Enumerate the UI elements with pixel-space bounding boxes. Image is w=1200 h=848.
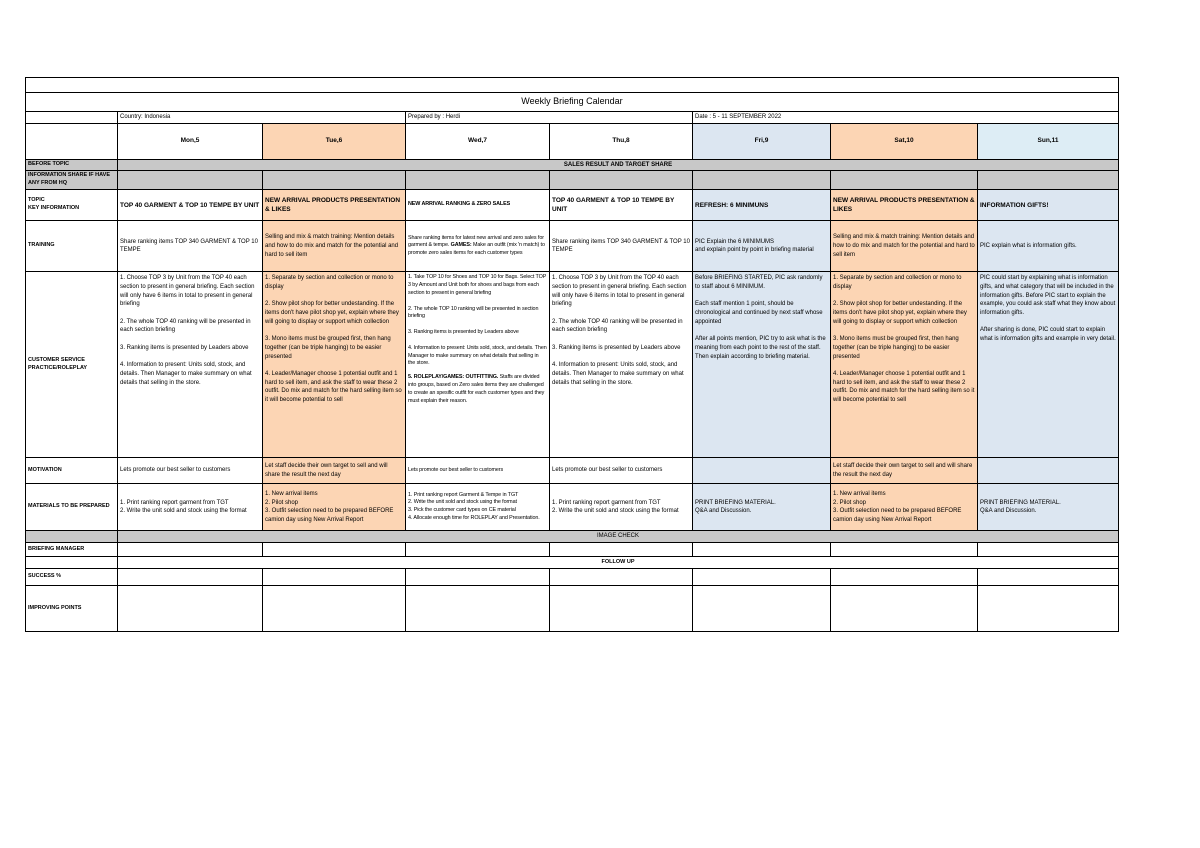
training-sat: Selling and mix & match training: Mention details and how to do mix and match for the potential and hard to sell item <box>831 221 978 272</box>
follow-up-banner: FOLLOW UP <box>118 557 1119 569</box>
day-header-sat: Sat,10 <box>831 123 978 159</box>
training-tue: Selling and mix & match training: Mention details and how to do mix and match for the potential and hard to sell item <box>263 221 406 272</box>
topic-wed: NEW ARRIVAL RANKING & ZERO SALES <box>406 190 550 221</box>
info-share-cell <box>406 171 550 190</box>
motivation-row <box>26 458 1119 484</box>
improving-cell <box>831 586 978 632</box>
image-check-spacer <box>26 531 118 543</box>
materials-tue: 1. New arrival items 2. Pilot shop 3. Outfit selection need to be prepared BEFORE camion day using New Arrival Report <box>263 484 406 531</box>
sales-result-banner: SALES RESULT AND TARGET SHARE <box>118 159 1119 171</box>
improving-cell <box>978 586 1119 632</box>
materials-thu: 1. Print ranking report garment from TGT 2. Write the unit sold and stock using the format <box>550 484 693 531</box>
customer-service-fri: Before BRIEFING STARTED, PIC ask randomly to staff about 6 MINIMUM. Each staff mention 1 point, should be chronological and continued by next staff whose appointed After all points mention, PIC try to ask what is the meaning from each point to the rest of the staff. Then explain according to briefing material. <box>693 272 831 458</box>
briefing-manager-cell <box>118 543 263 557</box>
training-mon: Share ranking items TOP 340 GARMENT & TOP 10 TEMPE <box>118 221 263 272</box>
row-label-briefing-manager: BRIEFING MANAGER <box>26 543 118 557</box>
briefing-manager-cell <box>693 543 831 557</box>
motivation-wed: Lets promote our best seller to customers <box>406 458 550 484</box>
success-cell <box>693 569 831 586</box>
topic-tue: NEW ARRIVAL PRODUCTS PRESENTATION & LIKES <box>263 190 406 221</box>
customer-service-thu: 1. Choose TOP 3 by Unit from the TOP 40 each section to present in general briefing. Each section will only have 6 items in total to present in general briefing 2. The whole TOP 40 ranking will be presented in each section briefing 3. Ranking items is presented by Leaders above 4. Information to present: Units sold, stock, and details. Then Manager to make summary on what details that selling in the store. <box>550 272 693 458</box>
row-label-before-topic: BEFORE TOPIC <box>26 159 118 171</box>
briefing-manager-cell <box>406 543 550 557</box>
info-share-cell <box>831 171 978 190</box>
training-wed <box>406 221 550 272</box>
improving-cell <box>118 586 263 632</box>
row-label-success: SUCCESS % <box>26 569 118 586</box>
sheet-title: Weekly Briefing Calendar <box>26 93 1119 112</box>
day-header-sun: Sun,11 <box>978 123 1119 159</box>
info-share-row <box>26 171 1119 190</box>
info-share-cell <box>978 171 1119 190</box>
blank-cell <box>26 78 1119 93</box>
training-fri: PIC Explain the 6 MINIMUMS and explain point by point in briefing material <box>693 221 831 272</box>
briefing-calendar-sheet <box>25 77 1118 632</box>
briefing-manager-cell <box>831 543 978 557</box>
training-thu: Share ranking items TOP 340 GARMENT & TOP 10 TEMPE <box>550 221 693 272</box>
topic-thu: TOP 40 GARMENT & TOP 10 TEMPE BY UNIT <box>550 190 693 221</box>
motivation-tue: Let staff decide their own target to sell and will share the result the next day <box>263 458 406 484</box>
success-cell <box>406 569 550 586</box>
motivation-thu: Lets promote our best seller to customers <box>550 458 693 484</box>
briefing-calendar-table <box>25 77 1119 632</box>
motivation-mon: Lets promote our best seller to customers <box>118 458 263 484</box>
success-cell <box>978 569 1119 586</box>
topic-sat: NEW ARRIVAL PRODUCTS PRESENTATION & LIKES <box>831 190 978 221</box>
materials-wed: 1. Print ranking report Garment & Tempe in TGT 2. Write the unit sold and stock using the format 3. Pick the customer card types on CE material 4. Allocate enough time for ROLEPLAY and Presentation. <box>406 484 550 531</box>
customer-service-wed-steps: 1. Take TOP 10 for Shoes and TOP 10 for Bags. Select TOP 3 by Amount and Unit both for shoes and bags from each section to present in general briefing 2. The whole TOP 10 ranking will be presented in section briefing 3. Ranking items is presented by Leaders above 4. Information to present: Units sold, stock, and details. Then Manager to make summary on what details that selling in the store. <box>408 274 547 367</box>
customer-service-wed-roleplay-text: Staffs are divided into groups, based on Zero sales items they are challenged to create an spesific outfit for each customer types and they must explain their reason. <box>408 374 545 404</box>
improving-cell <box>693 586 831 632</box>
day-header-tue: Tue,6 <box>263 123 406 159</box>
training-wed-games-text: Make an outfit (mix 'n match) to promote zero sales items for each customer types <box>408 242 545 257</box>
day-header-fri: Fri,9 <box>693 123 831 159</box>
row-label-improving: IMPROVING POINTS <box>26 586 118 632</box>
materials-sat: 1. New arrival items 2. Pilot shop 3. Outfit selection need to be prepared BEFORE camion day using New Arrival Report <box>831 484 978 531</box>
row-label-info-share: INFORMATION SHARE IF HAVE ANY FROM HQ <box>26 171 118 190</box>
row-label-motivation: MOTIVATION <box>26 458 118 484</box>
materials-sun: PRINT BRIEFING MATERIAL. Q&A and Discussion. <box>978 484 1119 531</box>
date-label: Date : 5 - 11 SEPTEMBER 2022 <box>693 112 1119 124</box>
materials-mon: 1. Print ranking report garment from TGT 2. Write the unit sold and stock using the format <box>118 484 263 531</box>
motivation-sat: Let staff decide their own target to sell and will share the result the next day <box>831 458 978 484</box>
customer-service-wed-roleplay-label: 5. ROLEPLAY/GAMES: OUTFITTING. <box>408 374 499 381</box>
briefing-manager-cell <box>978 543 1119 557</box>
day-header-wed: Wed,7 <box>406 123 550 159</box>
training-wed-games-label: GAMES: <box>450 242 472 249</box>
customer-service-sun: PIC could start by explaining what is information gifts, and what category that will be included in the information gifts. Before PIC start to explain the example, you could ask staff what they know about information gifts. After sharing is done, PIC could start to explain what is information gifts and example in very detail. <box>978 272 1119 458</box>
materials-fri: PRINT BRIEFING MATERIAL. Q&A and Discussion. <box>693 484 831 531</box>
row-label-training: TRAINING <box>26 221 118 272</box>
blank-top-row <box>26 78 1119 93</box>
briefing-manager-row <box>26 543 1119 557</box>
topic-fri: REFRESH: 6 MINIMUNS <box>693 190 831 221</box>
topic-row <box>26 190 1119 221</box>
briefing-manager-cell <box>550 543 693 557</box>
briefing-manager-cell <box>263 543 406 557</box>
customer-service-mon: 1. Choose TOP 3 by Unit from the TOP 40 each section to present in general briefing. Each section will only have 6 items in total to present in general briefing 2. The whole TOP 40 ranking will be presented in each section briefing 3. Ranking items is presented by Leaders above 4. Information to present: Units sold, stock, and details. Then Manager to make summary on what details that selling in the store. <box>118 272 263 458</box>
improving-cell <box>263 586 406 632</box>
improving-cell <box>406 586 550 632</box>
success-cell <box>550 569 693 586</box>
info-share-cell <box>263 171 406 190</box>
success-row <box>26 569 1119 586</box>
customer-service-wed <box>406 272 550 458</box>
success-cell <box>118 569 263 586</box>
row-label-customer-service: CUSTOMER SERVICE PRACTICE/ROLEPLAY <box>26 272 118 458</box>
info-share-cell <box>550 171 693 190</box>
follow-up-spacer <box>26 557 118 569</box>
day-header-mon: Mon,5 <box>118 123 263 159</box>
row-label-materials: MATERIALS TO BE PREPARED <box>26 484 118 531</box>
prepared-by-label: Prepared by : Herdi <box>406 112 693 124</box>
day-header-spacer <box>26 123 118 159</box>
training-row <box>26 221 1119 272</box>
customer-service-sat: 1. Separate by section and collection or mono to display 2. Show pilot shop for better undestanding. If the items don't have pilot shop yet, explain where they will going to display or support which collection 3. Mono items must be grouped first, then hang together (can be triple hanging) to be easier presented 4. Leader/Manager choose 1 potential outfit and 1 hard to sell item, and ask the staff to wear these 2 outfit. Do mix and match for the hard selling item so it will become potential to sell <box>831 272 978 458</box>
improving-row <box>26 586 1119 632</box>
info-share-cell <box>693 171 831 190</box>
customer-service-row <box>26 272 1119 458</box>
meta-spacer <box>26 112 118 124</box>
customer-service-wed-roleplay <box>408 374 547 405</box>
motivation-fri <box>693 458 831 484</box>
customer-service-tue: 1. Separate by section and collection or mono to display 2. Show pilot shop for better undestanding. If the items don't have pilot shop yet, explain where they will going to display or support which collection 3. Mono items must be grouped first, then hang together (can be triple hanging) to be easier presented 4. Leader/Manager choose 1 potential outfit and 1 hard to sell item, and ask the staff to wear these 2 outfit. Do mix and match for the hard selling item so it will become potential to sell <box>263 272 406 458</box>
topic-sun: INFORMATION GIFTS! <box>978 190 1119 221</box>
row-label-topic: TOPIC KEY INFORMATION <box>26 190 118 221</box>
motivation-sun <box>978 458 1119 484</box>
success-cell <box>263 569 406 586</box>
topic-mon: TOP 40 GARMENT & TOP 10 TEMPE BY UNIT <box>118 190 263 221</box>
day-header-thu: Thu,8 <box>550 123 693 159</box>
country-label: Country: Indonesia <box>118 112 406 124</box>
materials-row <box>26 484 1119 531</box>
success-cell <box>831 569 978 586</box>
training-wed-text: Share ranking items for latest new arrival and zero sales for garment & tempe. <box>408 234 544 249</box>
day-header-row <box>26 123 1119 159</box>
improving-cell <box>550 586 693 632</box>
info-share-cell <box>118 171 263 190</box>
image-check-banner: IMAGE CHECK <box>118 531 1119 543</box>
training-sun: PIC explain what is information gifts. <box>978 221 1119 272</box>
